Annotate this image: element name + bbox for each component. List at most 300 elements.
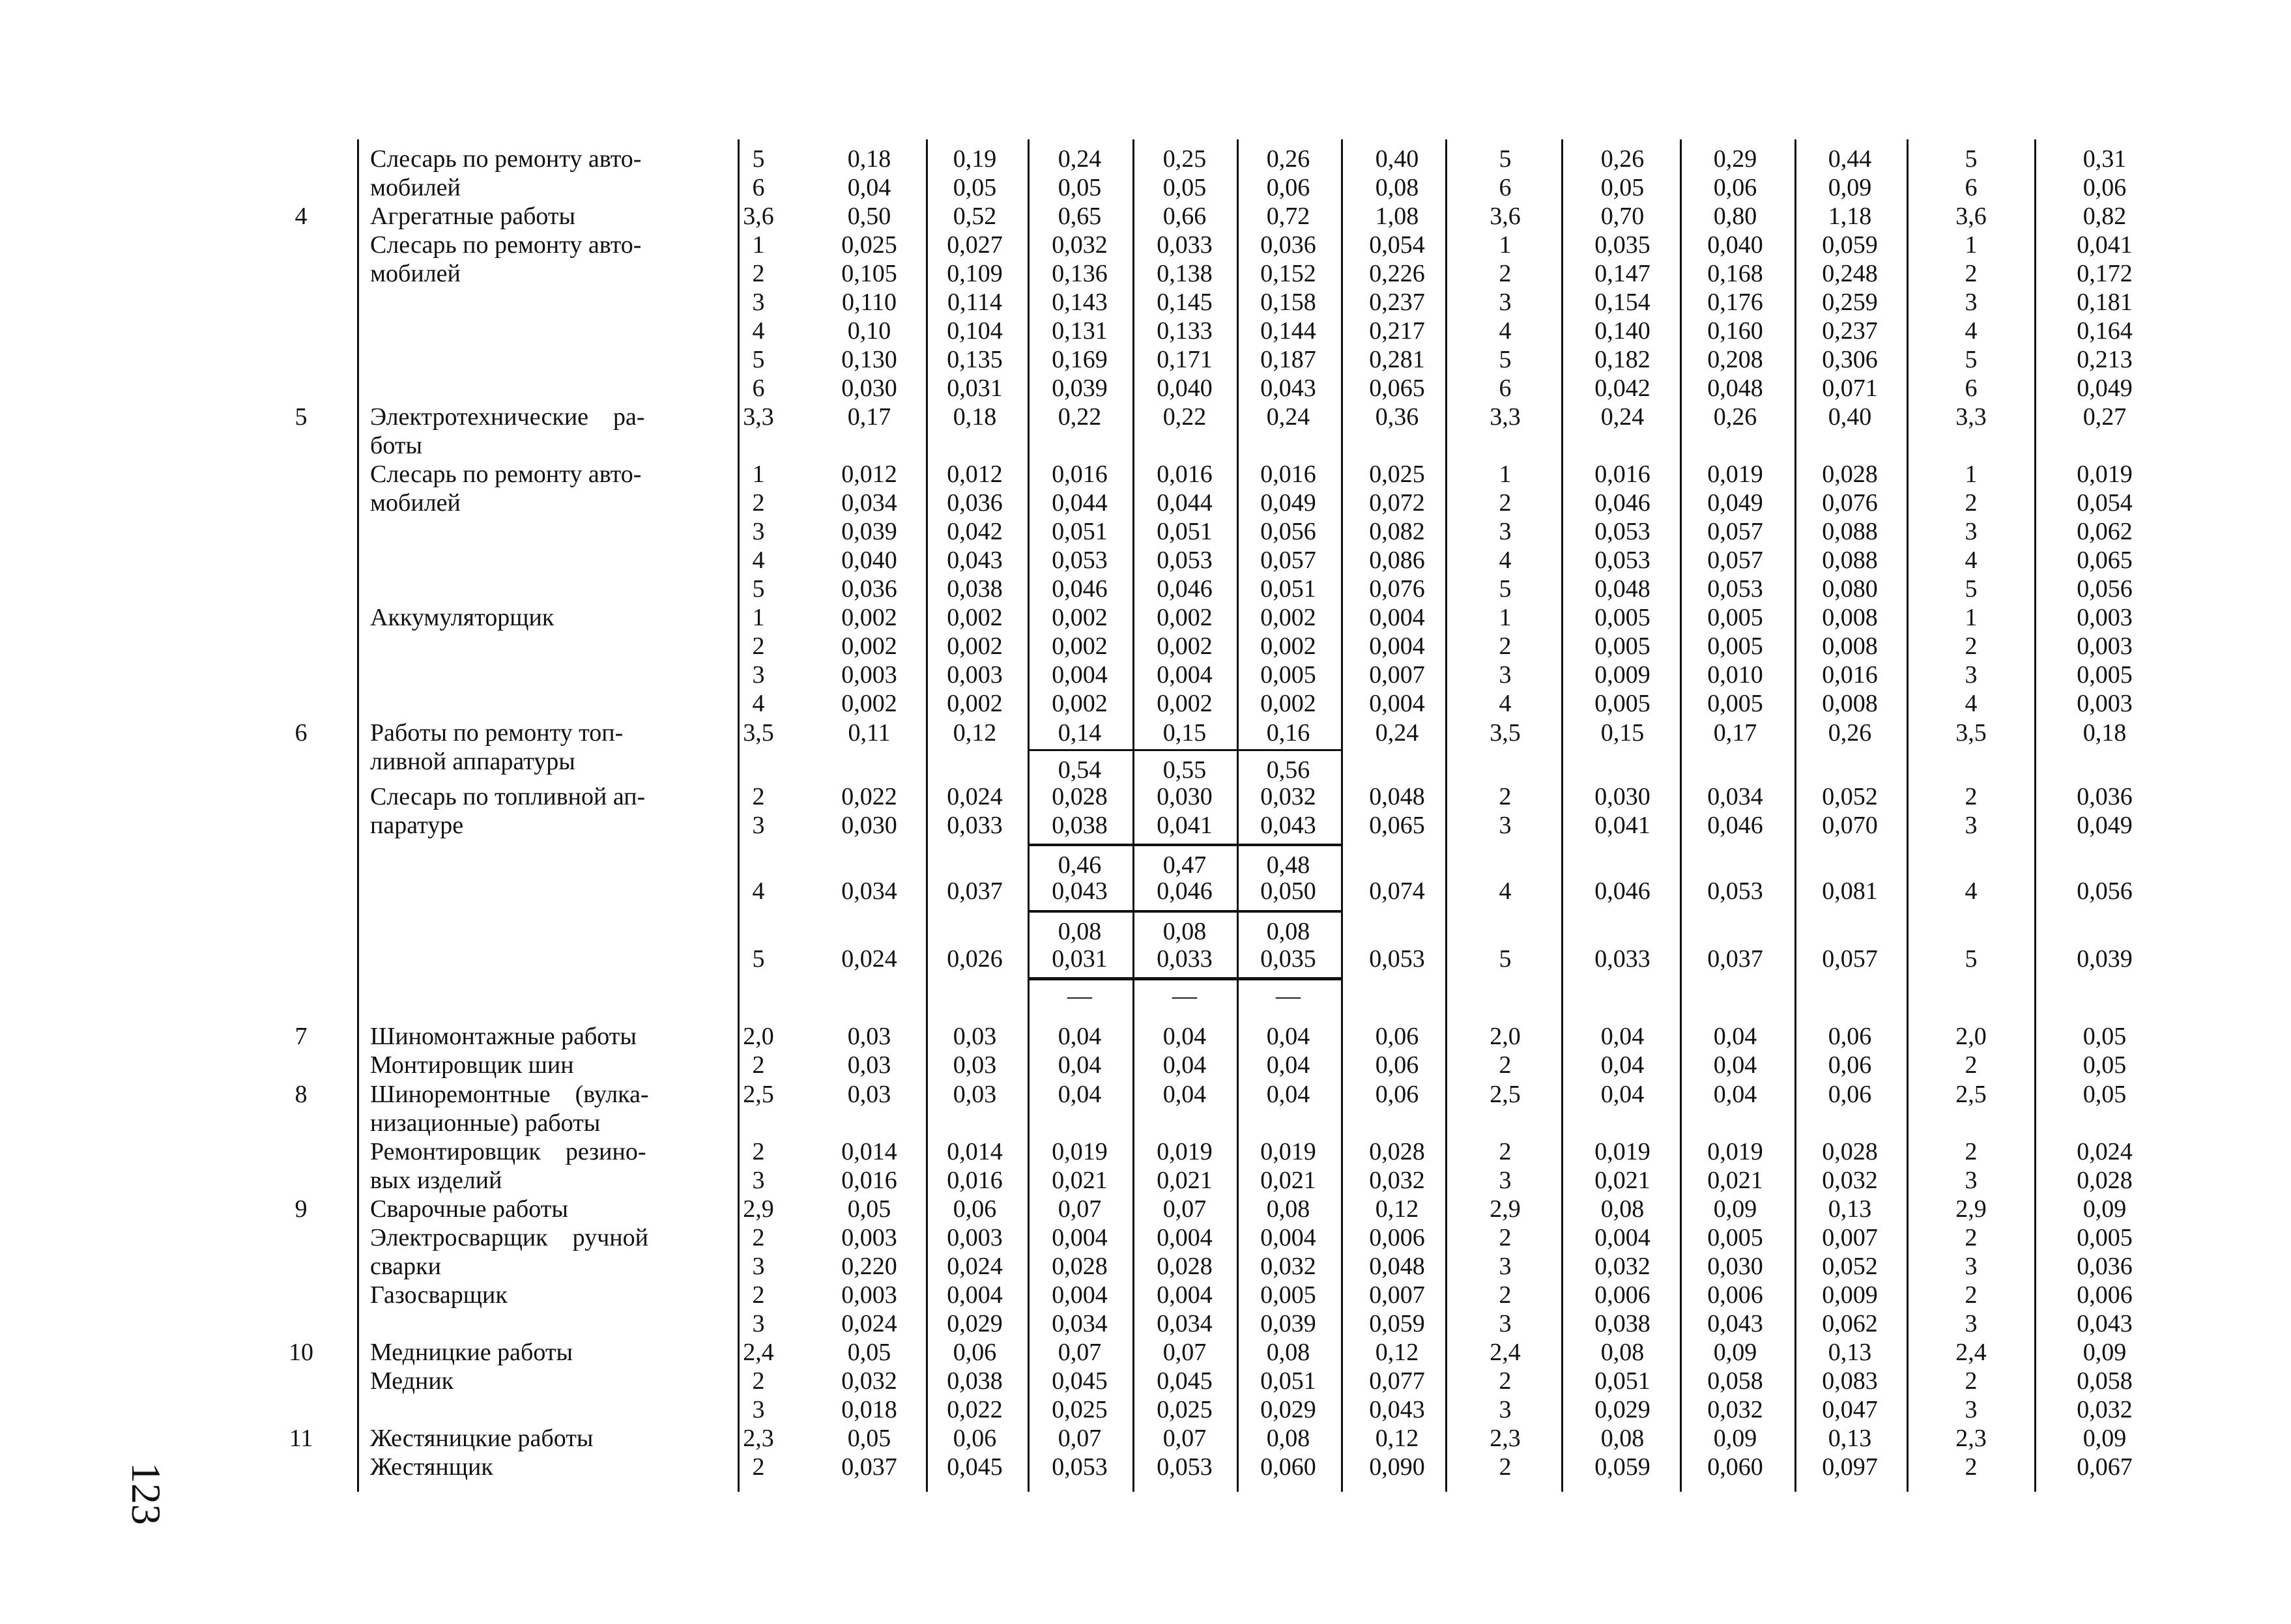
table-cell: 0,039 [841, 518, 897, 545]
table-cell: 0,019 [1594, 1138, 1650, 1165]
table-cell: 2,0 [1955, 1023, 1987, 1050]
table-cell: 0,06 [1828, 1023, 1872, 1050]
table-cell: 0,059 [1369, 1310, 1425, 1337]
table-cell: 0,062 [2077, 518, 2133, 545]
table-cell: 0,104 [947, 317, 1003, 345]
boxed-cell: 0,08 [1162, 918, 1207, 945]
table-cell: 0,034 [841, 877, 897, 905]
table-cell: 0,016 [1594, 461, 1650, 488]
boxed-cell: 0,08 [1266, 918, 1310, 945]
table-cell: 0,035 [1594, 231, 1650, 259]
work-name: Электросварщик ручной [370, 1224, 648, 1251]
table-cell: 0,06 [1828, 1081, 1872, 1108]
table-cell: 0,043 [1260, 812, 1316, 839]
table-cell: 0,169 [1052, 346, 1108, 373]
table-cell: 0,40 [1375, 145, 1419, 173]
table-cell: 0,26 [1600, 145, 1645, 173]
table-cell: 0,080 [1822, 575, 1878, 603]
row-number: 10 [289, 1339, 313, 1366]
table-cell: 0,032 [2077, 1396, 2133, 1423]
boxed-cell: — [1067, 982, 1092, 1010]
table-cell: 0,014 [841, 1138, 897, 1165]
table-cell: 3 [1499, 518, 1512, 545]
table-cell: 0,053 [1157, 1453, 1213, 1481]
table-cell: 5 [752, 346, 765, 373]
table-cell: 0,160 [1707, 317, 1763, 345]
table-cell: 0,039 [1052, 375, 1108, 402]
table-cell: 0,003 [841, 1224, 897, 1251]
table-cell: 0,24 [1266, 403, 1310, 431]
table-cell: 2 [1965, 633, 1978, 660]
table-cell: 0,016 [841, 1167, 897, 1194]
table-cell: 2 [1965, 260, 1978, 287]
table-cell: 0,037 [1707, 945, 1763, 973]
table-cell: 0,024 [841, 1310, 897, 1337]
table-cell: 0,024 [947, 1253, 1003, 1280]
table-cell: 0,04 [1162, 1051, 1207, 1079]
table-cell: 1 [1499, 461, 1512, 488]
table-cell: 0,088 [1822, 547, 1878, 574]
table-cell: 0,034 [1157, 1310, 1213, 1337]
table-cell: 0,025 [841, 231, 897, 259]
table-cell: 2 [1965, 1453, 1978, 1481]
table-cell: 0,036 [2077, 783, 2133, 810]
table-cell: 0,24 [1058, 145, 1102, 173]
table-cell: 3 [752, 1167, 765, 1194]
table-cell: 0,032 [841, 1367, 897, 1395]
table-cell: 0,060 [1260, 1453, 1316, 1481]
table-cell: 0,053 [1594, 547, 1650, 574]
table-cell: 0,088 [1822, 518, 1878, 545]
table-cell: 2 [752, 1453, 765, 1481]
table-cell: 3,3 [743, 403, 774, 431]
table-cell: 0,025 [1157, 1396, 1213, 1423]
boxed-cell: 0,55 [1162, 756, 1207, 784]
table-cell: 0,26 [1713, 403, 1757, 431]
table-cell: 0,004 [1052, 1281, 1108, 1309]
table-cell: 0,05 [2082, 1023, 2127, 1050]
table-cell: 0,05 [1058, 174, 1102, 201]
work-name: Шиномонтажные работы [370, 1023, 637, 1050]
table-cell: 0,12 [1375, 1425, 1419, 1452]
table-cell: 0,208 [1707, 346, 1763, 373]
table-cell: 0,04 [1713, 1023, 1757, 1050]
table-cell: 0,06 [953, 1195, 997, 1223]
work-name: вых изделий [370, 1167, 502, 1194]
work-name: сварки [370, 1253, 441, 1280]
table-cell: 0,04 [1266, 1081, 1310, 1108]
table-cell: 0,044 [1052, 489, 1108, 517]
table-cell: 0,028 [1052, 1253, 1108, 1280]
table-cell: 0,031 [947, 375, 1003, 402]
table-cell: 0,033 [947, 812, 1003, 839]
table-cell: 0,248 [1822, 260, 1878, 287]
column-divider [2034, 139, 2036, 1492]
table-cell: 2,5 [1955, 1081, 1987, 1108]
table-cell: 0,114 [947, 289, 1003, 316]
table-cell: 3 [1499, 812, 1512, 839]
table-cell: 0,025 [1369, 461, 1425, 488]
table-cell: 0,051 [1260, 1367, 1316, 1395]
work-name: Ремонтировщик резино- [370, 1138, 646, 1165]
table-cell: 6 [752, 174, 765, 201]
table-cell: 0,136 [1052, 260, 1108, 287]
table-cell: 3 [1499, 1167, 1512, 1194]
table-cell: 0,004 [1052, 1224, 1108, 1251]
table-cell: 5 [1499, 945, 1512, 973]
table-cell: 0,065 [2077, 547, 2133, 574]
row-number: 9 [295, 1195, 308, 1223]
table-cell: 0,06 [953, 1425, 997, 1452]
table-cell: 0,82 [2082, 203, 2127, 230]
table-cell: 0,024 [947, 783, 1003, 810]
table-cell: 0,145 [1157, 289, 1213, 316]
table-cell: 0,12 [1375, 1339, 1419, 1366]
table-cell: 0,04 [1266, 1051, 1310, 1079]
table-cell: 0,005 [1594, 604, 1650, 631]
table-cell: 0,009 [1822, 1281, 1878, 1309]
table-cell: 0,109 [947, 260, 1003, 287]
table-cell: 0,004 [1369, 690, 1425, 717]
table-cell: 0,053 [1594, 518, 1650, 545]
table-cell: 0,051 [1594, 1367, 1650, 1395]
table-cell: 3 [1965, 1310, 1978, 1337]
table-cell: 0,131 [1052, 317, 1108, 345]
table-cell: 0,171 [1157, 346, 1213, 373]
table-cell: 0,037 [947, 877, 1003, 905]
table-cell: 0,046 [1707, 812, 1763, 839]
table-cell: 0,05 [2082, 1051, 2127, 1079]
table-cell: 0,044 [1157, 489, 1213, 517]
table-cell: 0,005 [1594, 690, 1650, 717]
table-cell: 0,046 [1157, 877, 1213, 905]
table-cell: 0,004 [1052, 661, 1108, 689]
table-cell: 0,041 [1594, 812, 1650, 839]
table-cell: 0,004 [1260, 1224, 1316, 1251]
table-cell: 0,038 [1594, 1310, 1650, 1337]
table-cell: 0,067 [2077, 1453, 2133, 1481]
table-cell: 0,04 [1600, 1081, 1645, 1108]
table-cell: 0,009 [1594, 661, 1650, 689]
table-cell: 0,002 [1157, 604, 1213, 631]
table-cell: 4 [752, 317, 765, 345]
table-cell: 0,27 [2082, 403, 2127, 431]
table-cell: 2 [1965, 489, 1978, 517]
table-cell: 0,012 [841, 461, 897, 488]
table-cell: 0,025 [1052, 1396, 1108, 1423]
table-cell: 0,036 [1260, 231, 1316, 259]
table-cell: 0,019 [1260, 1138, 1316, 1165]
box-divider [1028, 844, 1341, 846]
table-cell: 0,008 [1822, 690, 1878, 717]
table-cell: 0,052 [1822, 783, 1878, 810]
work-name: Газосварщик [370, 1281, 508, 1309]
table-cell: 0,002 [1260, 604, 1316, 631]
table-cell: 0,04 [1058, 1023, 1102, 1050]
table-cell: 0,002 [947, 633, 1003, 660]
table-cell: 0,105 [841, 260, 897, 287]
table-cell: 4 [1965, 317, 1978, 345]
table-cell: 0,002 [1052, 633, 1108, 660]
table-cell: 0,05 [1600, 174, 1645, 201]
table-cell: 5 [752, 575, 765, 603]
work-name: Шиноремонтные (вулка- [370, 1081, 649, 1108]
table-cell: 0,053 [1157, 547, 1213, 574]
table-cell: 0,058 [2077, 1367, 2133, 1395]
table-cell: 0,25 [1162, 145, 1207, 173]
table-cell: 0,033 [1157, 231, 1213, 259]
table-cell: 3 [1965, 289, 1978, 316]
table-cell: 0,058 [1707, 1367, 1763, 1395]
table-cell: 0,007 [1369, 1281, 1425, 1309]
table-cell: 0,004 [1157, 1281, 1213, 1309]
table-cell: 5 [752, 945, 765, 973]
table-cell: 0,043 [1052, 877, 1108, 905]
work-name: Электротехнические ра- [370, 403, 645, 431]
table-cell: 0,05 [1162, 174, 1207, 201]
table-cell: 0,005 [1260, 1281, 1316, 1309]
table-cell: 4 [1965, 877, 1978, 905]
table-cell: 0,005 [2077, 1224, 2133, 1251]
table-cell: 5 [1965, 346, 1978, 373]
table-cell: 0,002 [1052, 690, 1108, 717]
table-cell: 0,024 [841, 945, 897, 973]
table-cell: 0,003 [947, 1224, 1003, 1251]
table-cell: 0,002 [1260, 633, 1316, 660]
table-cell: 2 [1499, 633, 1512, 660]
table-cell: 0,060 [1707, 1453, 1763, 1481]
table-cell: 4 [752, 547, 765, 574]
table-cell: 0,038 [947, 575, 1003, 603]
table-cell: 0,50 [847, 203, 891, 230]
table-cell: 0,03 [953, 1051, 997, 1079]
work-name: Аккумуляторщик [370, 604, 555, 631]
table-cell: 2,5 [743, 1081, 774, 1108]
table-cell: 0,039 [2077, 945, 2133, 973]
table-cell: 0,046 [1594, 877, 1650, 905]
table-cell: 0,147 [1594, 260, 1650, 287]
table-cell: 0,005 [1707, 690, 1763, 717]
table-cell: 4 [752, 690, 765, 717]
table-cell: 0,022 [947, 1396, 1003, 1423]
table-cell: 0,06 [1375, 1023, 1419, 1050]
table-cell: 5 [1499, 145, 1512, 173]
table-cell: 2 [752, 1224, 765, 1251]
table-cell: 0,03 [847, 1081, 891, 1108]
table-cell: 0,049 [2077, 812, 2133, 839]
table-cell: 0,004 [1157, 1224, 1213, 1251]
table-cell: 3 [1499, 1253, 1512, 1280]
table-cell: 3 [1965, 518, 1978, 545]
table-cell: 0,032 [1052, 231, 1108, 259]
table-cell: 0,40 [1828, 403, 1872, 431]
box-divider [1028, 977, 1341, 979]
table-cell: 0,19 [953, 145, 997, 173]
table-cell: 0,081 [1822, 877, 1878, 905]
table-cell: 0,018 [841, 1396, 897, 1423]
table-cell: 0,80 [1713, 203, 1757, 230]
table-cell: 2 [1499, 783, 1512, 810]
table-cell: 0,036 [947, 489, 1003, 517]
table-cell: 0,071 [1822, 375, 1878, 402]
table-cell: 0,24 [1375, 719, 1419, 747]
work-name: Монтировщик шин [370, 1051, 574, 1079]
table-cell: 0,226 [1369, 260, 1425, 287]
table-cell: 0,090 [1369, 1453, 1425, 1481]
table-cell: 2 [752, 1138, 765, 1165]
table-cell: 3,5 [1955, 719, 1987, 747]
row-number: 6 [295, 719, 308, 747]
table-cell: 0,057 [1822, 945, 1878, 973]
work-name: Жестяницкие работы [370, 1425, 594, 1452]
table-cell: 0,005 [1707, 604, 1763, 631]
table-cell: 0,26 [1266, 145, 1310, 173]
table-cell: 2,4 [1490, 1339, 1521, 1366]
table-cell: 0,019 [1052, 1138, 1108, 1165]
table-cell: 0,019 [1707, 461, 1763, 488]
column-divider [357, 139, 359, 1492]
table-cell: 5 [1965, 945, 1978, 973]
table-cell: 2 [752, 1051, 765, 1079]
table-cell: 0,09 [1713, 1339, 1757, 1366]
table-cell: 2,0 [1490, 1023, 1521, 1050]
table-cell: 0,032 [1822, 1167, 1878, 1194]
table-cell: 2 [1499, 489, 1512, 517]
table-cell: 0,056 [2077, 877, 2133, 905]
table-cell: 0,097 [1822, 1453, 1878, 1481]
table-cell: 0,70 [1600, 203, 1645, 230]
table-cell: 0,038 [1052, 812, 1108, 839]
table-cell: 0,187 [1260, 346, 1316, 373]
table-cell: 0,143 [1052, 289, 1108, 316]
table-cell: 4 [1499, 547, 1512, 574]
table-cell: 0,039 [1260, 1310, 1316, 1337]
table-cell: 3 [1499, 661, 1512, 689]
table-cell: 0,07 [1058, 1339, 1102, 1366]
table-cell: 0,048 [1594, 575, 1650, 603]
table-cell: 0,220 [841, 1253, 897, 1280]
table-cell: 2 [1499, 1051, 1512, 1079]
table-cell: 0,041 [1157, 812, 1213, 839]
table-cell: 0,006 [1369, 1224, 1425, 1251]
table-cell: 2 [1965, 783, 1978, 810]
table-cell: 0,03 [847, 1023, 891, 1050]
table-cell: 0,006 [1707, 1281, 1763, 1309]
work-name: Работы по ремонту топ- [370, 719, 624, 747]
table-cell: 0,152 [1260, 260, 1316, 287]
table-cell: 0,10 [847, 317, 891, 345]
work-name: Медницкие работы [370, 1339, 573, 1366]
table-cell: 0,52 [953, 203, 997, 230]
row-number: 11 [289, 1425, 313, 1452]
table-cell: 0,217 [1369, 317, 1425, 345]
table-cell: 0,008 [1822, 604, 1878, 631]
table-cell: 0,040 [1157, 375, 1213, 402]
table-cell: 0,040 [1707, 231, 1763, 259]
table-cell: 0,029 [947, 1310, 1003, 1337]
table-cell: 0,13 [1828, 1339, 1872, 1366]
table-cell: 0,083 [1822, 1367, 1878, 1395]
table-cell: 2 [1499, 260, 1512, 287]
table-cell: 2,3 [1490, 1425, 1521, 1452]
table-cell: 3 [1499, 1396, 1512, 1423]
table-cell: 0,049 [1707, 489, 1763, 517]
table-cell: 3 [1965, 1253, 1978, 1280]
table-cell: 0,005 [1260, 661, 1316, 689]
table-cell: 0,003 [841, 1281, 897, 1309]
table-cell: 0,002 [947, 604, 1003, 631]
table-cell: 4 [1499, 877, 1512, 905]
table-cell: 2 [1499, 1138, 1512, 1165]
table-cell: 0,11 [848, 719, 891, 747]
table-cell: 0,08 [1375, 174, 1419, 201]
table-cell: 0,056 [2077, 575, 2133, 603]
work-name: Сварочные работы [370, 1195, 568, 1223]
table-cell: 0,09 [1828, 174, 1872, 201]
table-cell: 0,059 [1822, 231, 1878, 259]
work-name: мобилей [370, 260, 461, 287]
table-cell: 0,09 [2082, 1195, 2127, 1223]
table-cell: 6 [1965, 375, 1978, 402]
table-cell: 0,032 [1260, 783, 1316, 810]
table-cell: 0,032 [1707, 1396, 1763, 1423]
table-cell: 3 [1499, 1310, 1512, 1337]
table-cell: 1,18 [1828, 203, 1872, 230]
work-name: Агрегатные работы [370, 203, 576, 230]
table-cell: 0,65 [1058, 203, 1102, 230]
table-cell: 0,028 [1369, 1138, 1425, 1165]
boxed-cell: — [1172, 982, 1197, 1010]
table-cell: 0,065 [1369, 375, 1425, 402]
table-cell: 2,9 [1490, 1195, 1521, 1223]
table-cell: 0,049 [2077, 375, 2133, 402]
table-cell: 0,019 [1707, 1138, 1763, 1165]
table-cell: 3,3 [1490, 403, 1521, 431]
table-cell: 4 [1965, 547, 1978, 574]
table-cell: 3 [1499, 289, 1512, 316]
table-cell: 0,005 [1707, 1224, 1763, 1251]
row-number: 4 [295, 203, 308, 230]
table-cell: 0,09 [2082, 1425, 2127, 1452]
table-cell: 0,04 [1058, 1081, 1102, 1108]
table-cell: 2,9 [743, 1195, 774, 1223]
table-cell: 0,027 [947, 231, 1003, 259]
table-cell: 0,07 [1058, 1425, 1102, 1452]
table-cell: 5 [1965, 575, 1978, 603]
table-cell: 0,110 [841, 289, 897, 316]
work-name: низационные) работы [370, 1109, 601, 1137]
table-cell: 0,04 [1713, 1081, 1757, 1108]
table-cell: 0,053 [1052, 1453, 1108, 1481]
table-cell: 0,047 [1822, 1396, 1878, 1423]
table-cell: 0,024 [2077, 1138, 2133, 1165]
table-cell: 0,14 [1058, 719, 1102, 747]
table-cell: 0,182 [1594, 346, 1650, 373]
table-cell: 0,002 [841, 633, 897, 660]
boxed-cell: 0,47 [1162, 851, 1207, 879]
table-cell: 3 [752, 1310, 765, 1337]
table-cell: 0,054 [1369, 231, 1425, 259]
table-cell: 0,016 [947, 1167, 1003, 1194]
table-cell: 0,237 [1369, 289, 1425, 316]
table-cell: 3 [752, 1396, 765, 1423]
table-cell: 0,035 [1260, 945, 1316, 973]
table-cell: 0,054 [2077, 489, 2133, 517]
table-cell: 2 [1965, 1138, 1978, 1165]
table-cell: 2 [752, 1367, 765, 1395]
table-cell: 0,046 [1157, 575, 1213, 603]
table-cell: 0,004 [947, 1281, 1003, 1309]
